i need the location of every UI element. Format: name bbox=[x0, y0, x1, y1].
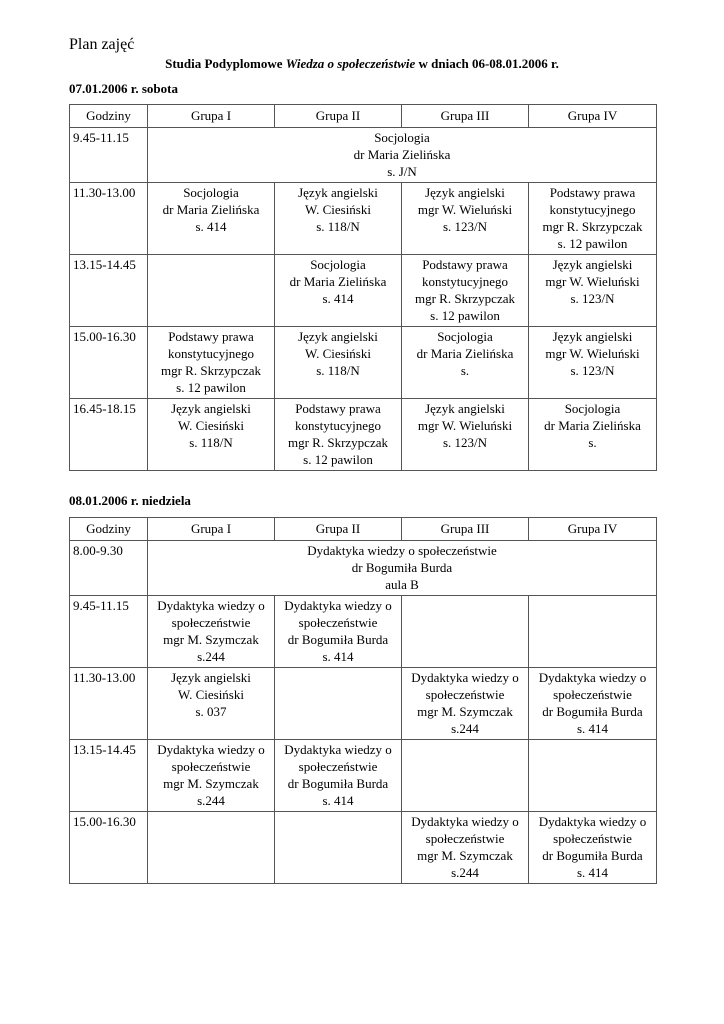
subtitle-dates: w dniach 06-08.01.2006 r. bbox=[415, 56, 559, 71]
class-cell-line: Język angielski bbox=[298, 329, 378, 344]
class-cell bbox=[402, 255, 529, 327]
class-cell-line: Język angielski bbox=[298, 185, 378, 200]
class-cell-line: dr Maria Zielińska bbox=[544, 418, 641, 433]
class-cell bbox=[148, 812, 275, 884]
class-cell bbox=[529, 668, 657, 740]
class-cell-line: s. 414 bbox=[576, 721, 609, 736]
class-cell-line: s. 118/N bbox=[316, 219, 360, 234]
column-header-group: Grupa I bbox=[148, 105, 275, 128]
table-row bbox=[70, 128, 657, 183]
class-cell-line: konstytucyjnego bbox=[168, 346, 254, 361]
class-cell-line: s. 414 bbox=[195, 219, 227, 234]
class-cell-line: Dydaktyka wiedzy o bbox=[411, 670, 519, 685]
class-cell bbox=[529, 255, 657, 327]
class-cell-line: Podstawy prawa bbox=[422, 257, 508, 272]
class-cell-line: s.244 bbox=[197, 793, 225, 808]
class-cell-line: s. 12 pawilon bbox=[557, 236, 628, 251]
day-heading-saturday: 07.01.2006 r. sobota bbox=[69, 81, 178, 96]
class-cell-line: społeczeństwie bbox=[553, 831, 632, 846]
class-cell-line: s.244 bbox=[451, 721, 479, 736]
time-slot-cell: 15.00-16.30 bbox=[70, 812, 148, 884]
header-row bbox=[70, 105, 657, 128]
class-cell-line: społeczeństwie bbox=[171, 615, 251, 630]
class-cell-line: dr Bogumiła Burda bbox=[287, 776, 389, 791]
class-cell bbox=[275, 812, 402, 884]
class-cell-line: Język angielski bbox=[425, 185, 505, 200]
class-cell-line: s. 123/N bbox=[442, 219, 488, 234]
time-slot-cell: 16.45-18.15 bbox=[70, 399, 148, 471]
class-cell-line: konstytucyjnego bbox=[549, 202, 636, 217]
class-cell bbox=[148, 255, 275, 327]
class-cell-line: Socjologia bbox=[310, 257, 366, 272]
class-cell-line: Język angielski bbox=[552, 329, 633, 344]
class-cell-line: Dydaktyka wiedzy o bbox=[284, 742, 392, 757]
class-cell bbox=[275, 183, 402, 255]
time-slot-cell: 11.30-13.00 bbox=[70, 183, 148, 255]
class-cell-line: Język angielski bbox=[552, 257, 633, 272]
class-cell-line: s. 414 bbox=[322, 649, 354, 664]
class-cell-line: dr Bogumiła Burda bbox=[542, 704, 643, 719]
class-cell bbox=[275, 255, 402, 327]
class-cell-line: Socjologia bbox=[564, 401, 621, 416]
schedule-table-sunday bbox=[69, 517, 657, 884]
column-header-group: Grupa II bbox=[275, 518, 402, 541]
class-cell-line: mgr M. Szymczak bbox=[417, 848, 513, 863]
class-cell-line: s. 12 pawilon bbox=[176, 380, 246, 395]
schedule-table-saturday bbox=[69, 104, 657, 471]
class-cell-line: Socjologia bbox=[374, 130, 430, 145]
time-slot-cell: 11.30-13.00 bbox=[70, 668, 148, 740]
table-row bbox=[70, 596, 657, 668]
class-cell-line: s. 414 bbox=[322, 793, 354, 808]
class-cell-line: s. 12 pawilon bbox=[430, 308, 500, 323]
class-cell bbox=[148, 399, 275, 471]
class-cell-line: konstytucyjnego bbox=[295, 418, 381, 433]
class-cell-line: s. 414 bbox=[576, 865, 609, 880]
class-cell-line: Dydaktyka wiedzy o bbox=[411, 814, 519, 829]
class-cell-line: s. 123/N bbox=[442, 435, 488, 450]
class-cell-line: W. Ciesiński bbox=[178, 687, 244, 702]
class-cell bbox=[148, 541, 657, 596]
class-cell-line: Dydaktyka wiedzy o społeczeństwie bbox=[307, 543, 497, 558]
class-cell-line: mgr W. Wieluński bbox=[417, 202, 513, 217]
class-cell bbox=[275, 399, 402, 471]
table-row bbox=[70, 327, 657, 399]
class-cell bbox=[275, 327, 402, 399]
class-cell bbox=[529, 812, 657, 884]
column-header-group: Grupa III bbox=[402, 518, 529, 541]
column-header-group: Grupa IV bbox=[529, 518, 657, 541]
class-cell bbox=[402, 183, 529, 255]
class-cell-line: s. 414 bbox=[322, 291, 354, 306]
class-cell-line: mgr R. Skrzypczak bbox=[287, 435, 388, 450]
class-cell bbox=[529, 327, 657, 399]
class-cell-line: Język angielski bbox=[171, 401, 251, 416]
class-cell-line: s. 123/N bbox=[570, 363, 615, 378]
class-cell-line: Podstawy prawa bbox=[168, 329, 254, 344]
class-cell-line: s. bbox=[460, 363, 470, 378]
day-heading-sunday: 08.01.2006 r. niedziela bbox=[69, 493, 191, 508]
table-row bbox=[70, 399, 657, 471]
class-cell-line: dr Maria Zielińska bbox=[162, 202, 260, 217]
time-slot-cell: 9.45-11.15 bbox=[70, 128, 148, 183]
class-cell bbox=[148, 128, 657, 183]
class-cell-line: W. Ciesiński bbox=[178, 418, 244, 433]
class-cell-line: społeczeństwie bbox=[553, 687, 632, 702]
column-header-hours: Godziny bbox=[70, 105, 148, 128]
subtitle-prefix: Studia Podyplomowe bbox=[165, 56, 286, 71]
page-title: Plan zajęć bbox=[69, 36, 135, 53]
table-row bbox=[70, 183, 657, 255]
class-cell bbox=[402, 740, 529, 812]
class-cell-line: Podstawy prawa bbox=[549, 185, 636, 200]
column-header-group: Grupa III bbox=[402, 105, 529, 128]
class-cell bbox=[402, 596, 529, 668]
class-cell-line: dr Bogumiła Burda bbox=[287, 632, 389, 647]
table-row bbox=[70, 740, 657, 812]
class-cell-line: s. 037 bbox=[195, 704, 227, 719]
class-cell-line: s.244 bbox=[451, 865, 479, 880]
class-cell-line: mgr M. Szymczak bbox=[417, 704, 513, 719]
column-header-group: Grupa IV bbox=[529, 105, 657, 128]
class-cell bbox=[148, 327, 275, 399]
class-cell-line: W. Ciesiński bbox=[305, 346, 371, 361]
class-cell-line: społeczeństwie bbox=[298, 615, 378, 630]
time-slot-cell: 13.15-14.45 bbox=[70, 740, 148, 812]
class-cell-line: mgr R. Skrzypczak bbox=[542, 219, 643, 234]
class-cell-line: konstytucyjnego bbox=[422, 274, 508, 289]
column-header-group: Grupa II bbox=[275, 105, 402, 128]
class-cell bbox=[275, 740, 402, 812]
class-cell-line: mgr R. Skrzypczak bbox=[160, 363, 261, 378]
class-cell-line: dr Maria Zielińska bbox=[416, 346, 514, 361]
class-cell-line: Socjologia bbox=[437, 329, 493, 344]
class-cell-line: Dydaktyka wiedzy o bbox=[284, 598, 392, 613]
subtitle-program-name: Wiedza o społeczeństwie bbox=[285, 56, 416, 71]
class-cell-line: społeczeństwie bbox=[425, 831, 505, 846]
class-cell bbox=[148, 183, 275, 255]
class-cell-line: Dydaktyka wiedzy o bbox=[538, 814, 647, 829]
class-cell-line: s.244 bbox=[197, 649, 225, 664]
class-cell-line: Dydaktyka wiedzy o bbox=[157, 598, 265, 613]
header-row bbox=[70, 518, 657, 541]
class-cell-line: dr Bogumiła Burda bbox=[542, 848, 643, 863]
class-cell-line: społeczeństwie bbox=[171, 759, 251, 774]
class-cell-line: W. Ciesiński bbox=[305, 202, 371, 217]
class-cell-line: Język angielski bbox=[171, 670, 251, 685]
class-cell bbox=[148, 668, 275, 740]
class-cell bbox=[529, 596, 657, 668]
class-cell bbox=[148, 740, 275, 812]
class-cell-line: dr Maria Zielińska bbox=[289, 274, 387, 289]
class-cell bbox=[402, 327, 529, 399]
class-cell-line: mgr W. Wieluński bbox=[417, 418, 513, 433]
class-cell bbox=[402, 812, 529, 884]
class-cell-line: mgr W. Wieluński bbox=[545, 274, 640, 289]
column-header-group: Grupa I bbox=[148, 518, 275, 541]
time-slot-cell: 15.00-16.30 bbox=[70, 327, 148, 399]
column-header-hours: Godziny bbox=[70, 518, 148, 541]
class-cell bbox=[148, 596, 275, 668]
class-cell-line: Język angielski bbox=[425, 401, 505, 416]
class-cell-line: dr Maria Zielińska bbox=[353, 147, 451, 162]
class-cell bbox=[529, 740, 657, 812]
class-cell-line: Socjologia bbox=[183, 185, 239, 200]
table-row bbox=[70, 541, 657, 596]
table-row bbox=[70, 255, 657, 327]
class-cell-line: mgr R. Skrzypczak bbox=[414, 291, 515, 306]
time-slot-cell: 13.15-14.45 bbox=[70, 255, 148, 327]
class-cell-line: mgr W. Wieluński bbox=[545, 346, 640, 361]
time-slot-cell: 9.45-11.15 bbox=[70, 596, 148, 668]
table-row bbox=[70, 668, 657, 740]
document-subtitle bbox=[0, 56, 724, 72]
class-cell-line: mgr M. Szymczak bbox=[163, 776, 259, 791]
class-cell-line: aula B bbox=[385, 577, 419, 592]
table-row bbox=[70, 812, 657, 884]
class-cell-line: społeczeństwie bbox=[298, 759, 378, 774]
class-cell-line: dr Bogumiła Burda bbox=[351, 560, 453, 575]
class-cell-line: s. 118/N bbox=[316, 363, 360, 378]
class-cell-line: Dydaktyka wiedzy o bbox=[538, 670, 647, 685]
class-cell-line: mgr M. Szymczak bbox=[163, 632, 259, 647]
class-cell bbox=[402, 668, 529, 740]
class-cell bbox=[275, 668, 402, 740]
class-cell bbox=[402, 399, 529, 471]
class-cell bbox=[529, 183, 657, 255]
class-cell bbox=[275, 596, 402, 668]
class-cell bbox=[529, 399, 657, 471]
class-cell-line: s. J/N bbox=[387, 164, 417, 179]
class-cell-line: Podstawy prawa bbox=[295, 401, 381, 416]
class-cell-line: społeczeństwie bbox=[425, 687, 505, 702]
time-slot-cell: 8.00-9.30 bbox=[70, 541, 148, 596]
class-cell-line: s. bbox=[588, 435, 597, 450]
class-cell-line: s. 118/N bbox=[189, 435, 233, 450]
class-cell-line: s. 12 pawilon bbox=[303, 452, 373, 467]
class-cell-line: s. 123/N bbox=[570, 291, 615, 306]
class-cell-line: Dydaktyka wiedzy o bbox=[157, 742, 265, 757]
